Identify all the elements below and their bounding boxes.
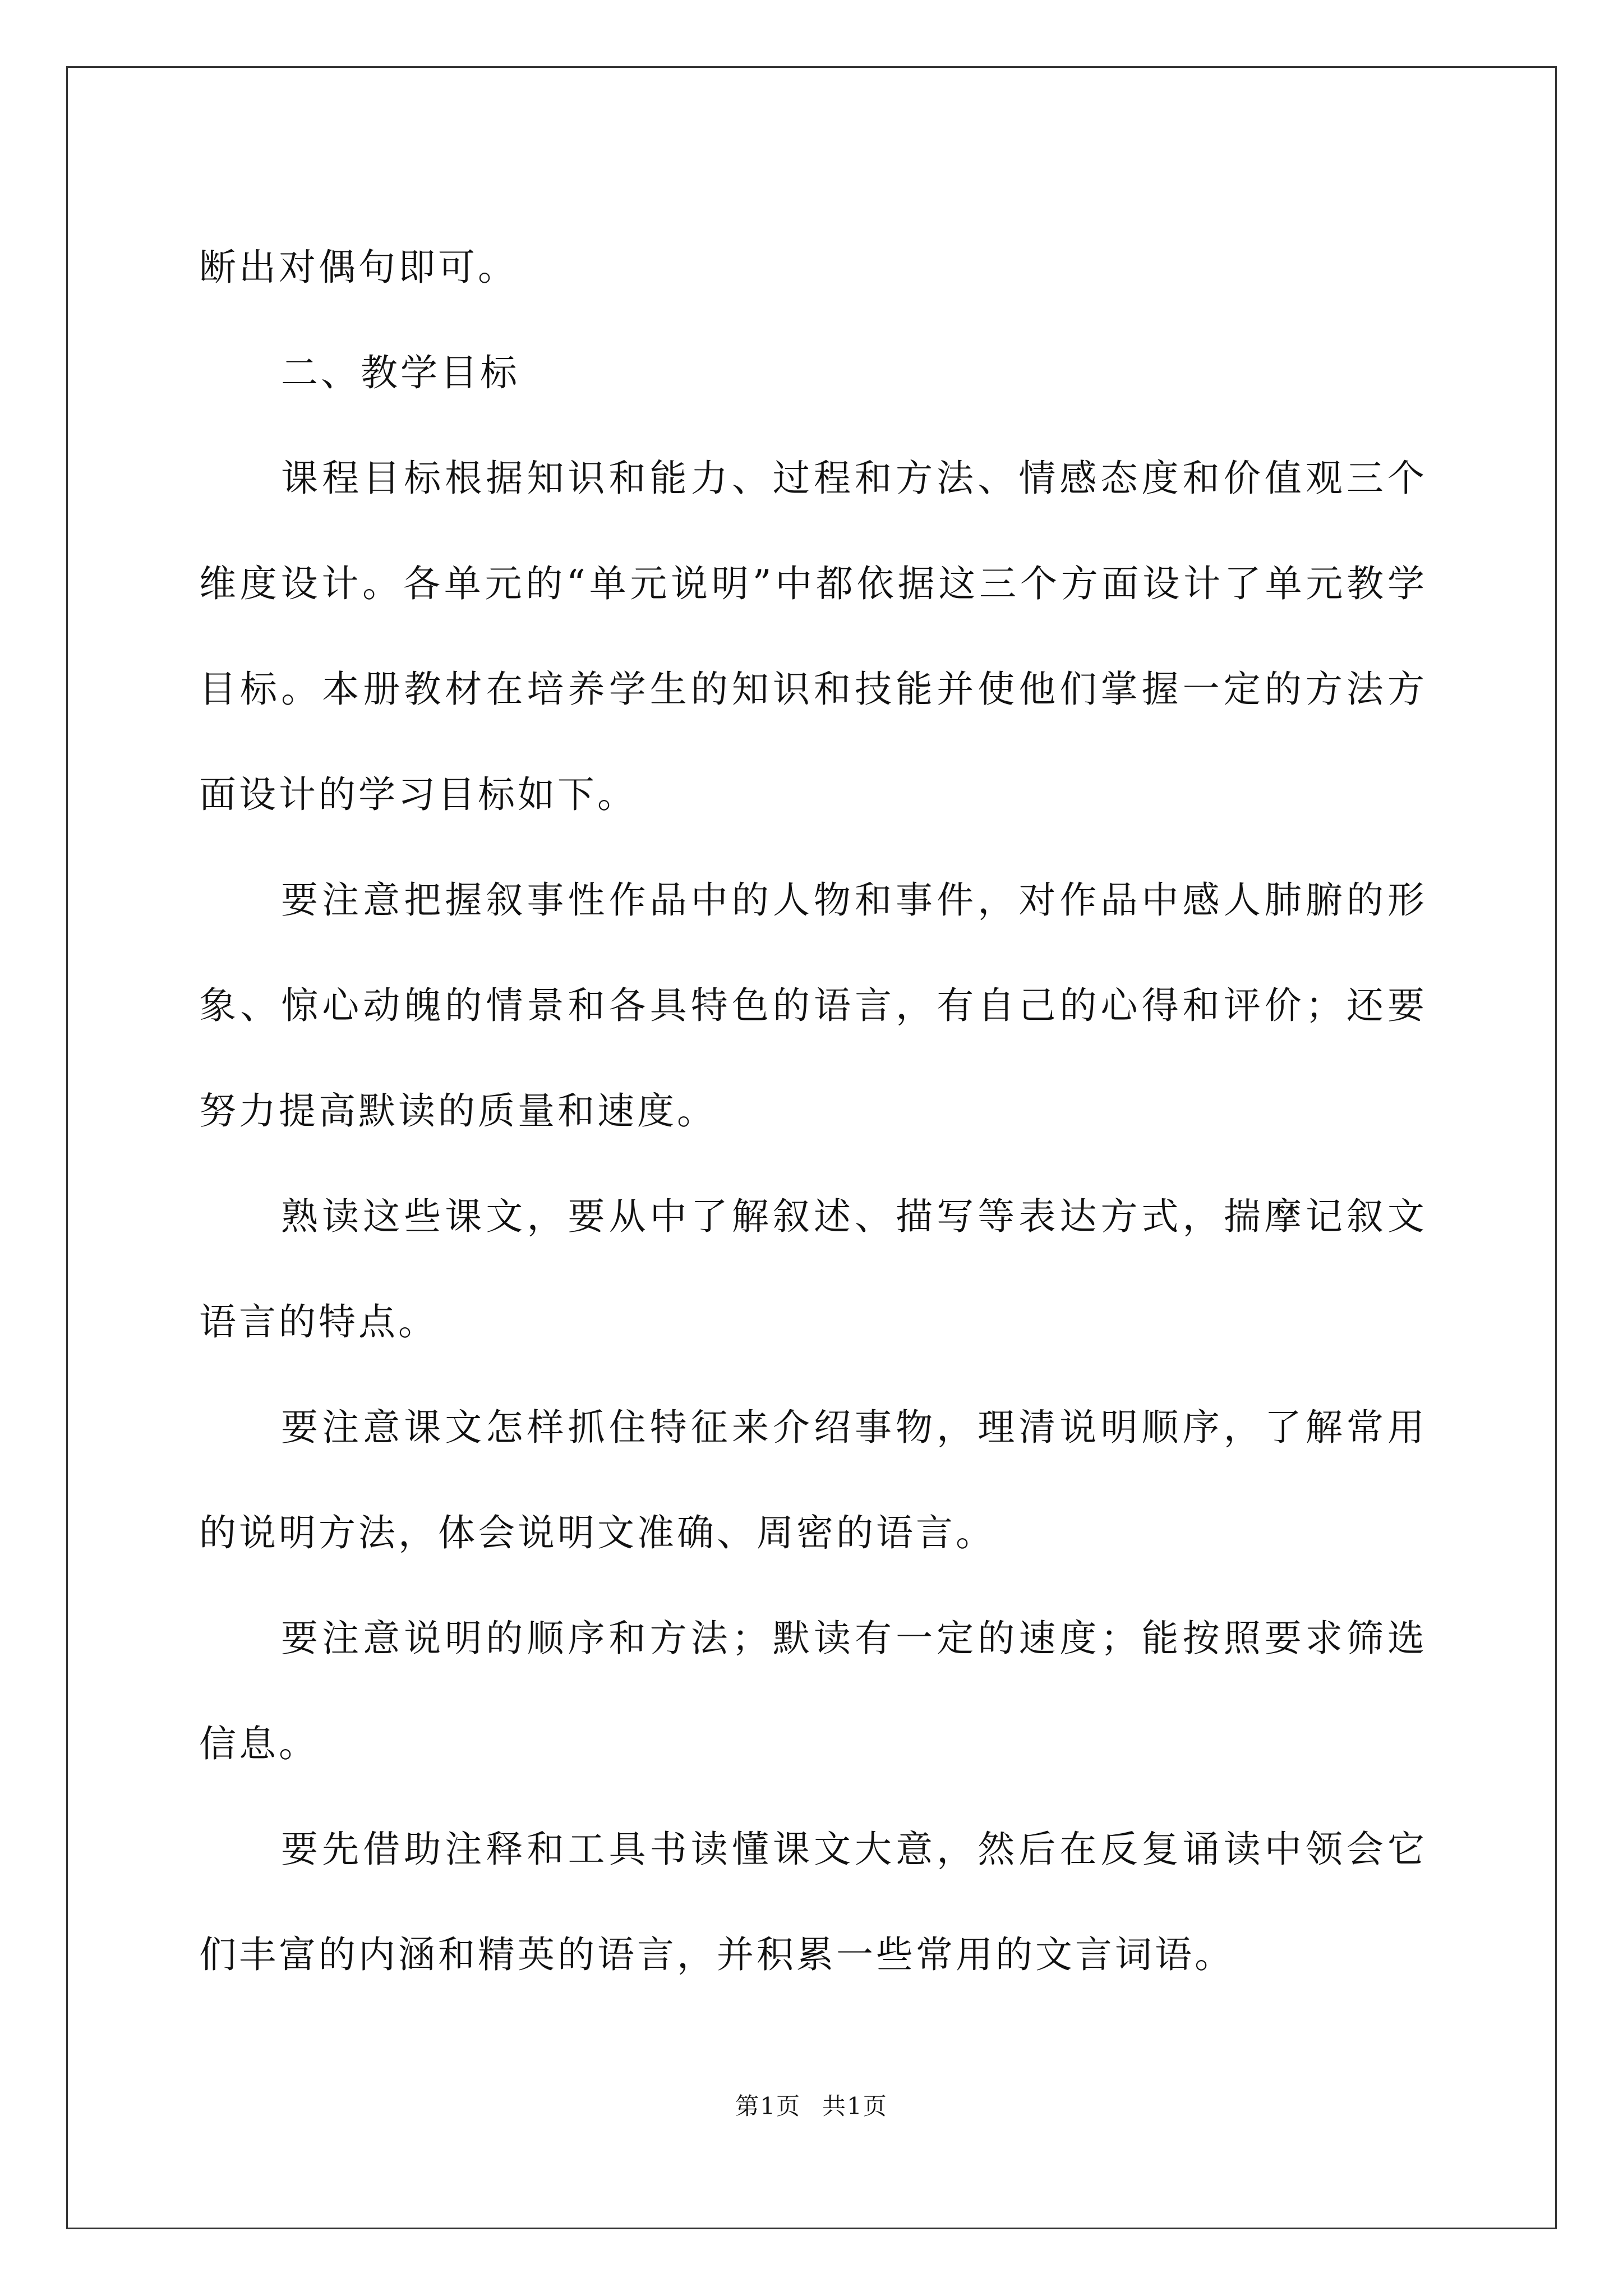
paragraph-narrative-works: 要注意把握叙事性作品中的人物和事件，对作品中感人肺腑的形象、惊心动魄的情景和各具特色的语言，有自己的心得和评价；还要努力提高默读的质量和速度。 (199, 878, 1427, 1133)
page-total: 共1页 (822, 2092, 888, 2120)
paragraph-classical-texts: 要先借助注释和工具书读懂课文大意，然后在反复诵读中领会它们丰富的内涵和精英的语言，并积累一些常用的文言词语。 (199, 1828, 1427, 1976)
paragraph-expository-order: 要注意说明的顺序和方法；默读有一定的速度；能按照要求筛选信息。 (199, 1617, 1427, 1765)
paragraph-continuation: 断出对偶句即可。 (199, 246, 518, 289)
paragraph-read-texts: 熟读这些课文，要从中了解叙述、描写等表达方式，揣摩记叙文语言的特点。 (199, 1195, 1427, 1343)
section-heading-teaching-goals: 二、教学目标 (281, 351, 520, 394)
paragraph-expository-features: 要注意课文怎样抓住特征来介绍事物，理清说明顺序，了解常用的说明方法，体会说明文准确、周密的语言。 (199, 1406, 1427, 1554)
page-number: 第1页 (735, 2092, 801, 2120)
document-body (199, 215, 1427, 2008)
page-footer (0, 2088, 1623, 2122)
paragraph-course-goals: 课程目标根据知识和能力、过程和方法、情感态度和价值观三个维度设计。各单元的“单元说明”中都依据这三个方面设计了单元教学目标。本册教材在培养学生的知识和技能并使他们掌握一定的方法方面设计的学习目标如下。 (199, 457, 1427, 816)
